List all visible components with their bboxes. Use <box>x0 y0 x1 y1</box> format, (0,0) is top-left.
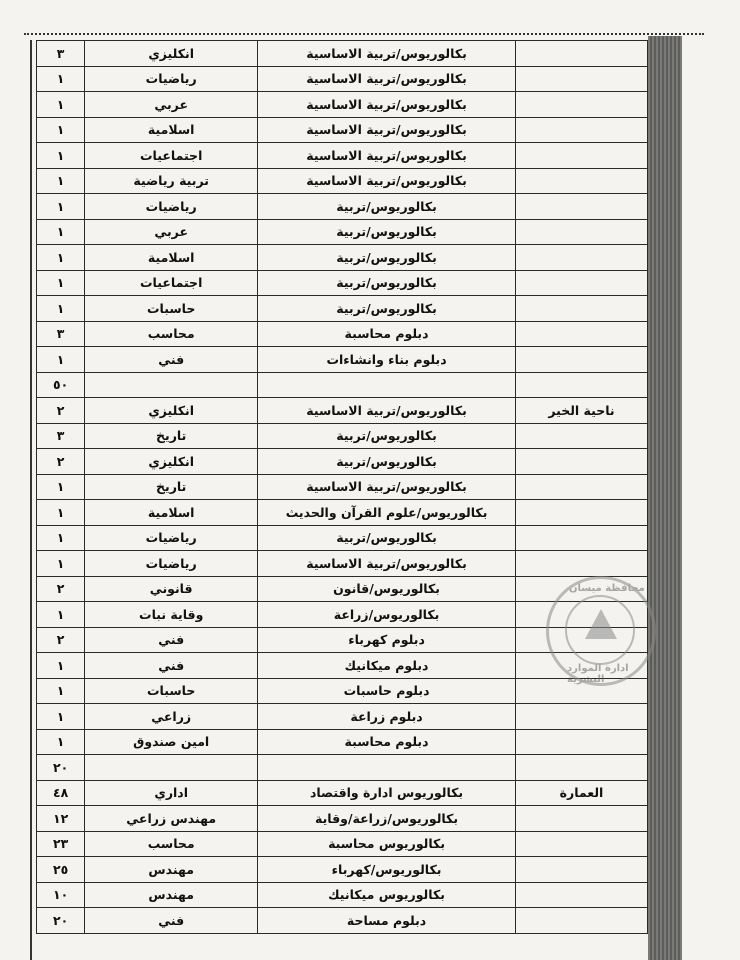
count-cell: ١ <box>37 296 85 322</box>
table-row <box>37 245 648 271</box>
table-row <box>37 500 648 526</box>
specialty-cell: تاريخ <box>85 474 258 500</box>
qualification-cell: بكالوريوس/تربية الاساسية <box>258 168 516 194</box>
count-cell: ١ <box>37 168 85 194</box>
qualification-cell: بكالوريوس/زراعة/وقاية <box>258 806 516 832</box>
area-cell <box>515 908 647 934</box>
specialty-cell: فني <box>85 347 258 373</box>
specialty-cell: مهندس <box>85 857 258 883</box>
count-cell: ٣ <box>37 423 85 449</box>
area-cell <box>515 41 647 67</box>
specialty-cell: محاسب <box>85 321 258 347</box>
specialty-cell: فني <box>85 908 258 934</box>
area-cell <box>515 857 647 883</box>
area-cell <box>515 194 647 220</box>
table-row <box>37 423 648 449</box>
qualification-cell: دبلوم مساحة <box>258 908 516 934</box>
specialty-cell: حاسبات <box>85 678 258 704</box>
area-cell <box>515 117 647 143</box>
count-cell: ١ <box>37 551 85 577</box>
qualification-cell: بكالوريوس/علوم القرآن والحديث <box>258 500 516 526</box>
table-row <box>37 372 648 398</box>
specialty-cell: اداري <box>85 780 258 806</box>
official-stamp <box>546 576 656 686</box>
specialty-cell: اجتماعيات <box>85 143 258 169</box>
specialty-cell: مهندس زراعي <box>85 806 258 832</box>
specialty-cell: زراعي <box>85 704 258 730</box>
count-cell: ٢ <box>37 576 85 602</box>
qualification-cell: بكالوريوس/تربية <box>258 296 516 322</box>
area-cell <box>515 882 647 908</box>
area-cell <box>515 296 647 322</box>
qualification-cell: دبلوم زراعة <box>258 704 516 730</box>
count-cell: ١ <box>37 704 85 730</box>
table-row <box>37 525 648 551</box>
count-cell: ٢ <box>37 449 85 475</box>
count-cell: ١ <box>37 270 85 296</box>
qualification-cell: بكالوريوس/كهرباء <box>258 857 516 883</box>
area-cell <box>515 143 647 169</box>
table-row <box>37 449 648 475</box>
specialty-cell: فني <box>85 627 258 653</box>
qualification-cell: بكالوريوس/تربية الاساسية <box>258 66 516 92</box>
qualification-cell: بكالوريوس/زراعة <box>258 602 516 628</box>
qualification-cell: بكالوريوس/تربية <box>258 449 516 475</box>
area-cell <box>515 321 647 347</box>
qualification-cell: دبلوم كهرباء <box>258 627 516 653</box>
qualification-cell: بكالوريوس/تربية <box>258 270 516 296</box>
table-row <box>37 41 648 67</box>
specialty-cell: وقاية نبات <box>85 602 258 628</box>
area-cell <box>515 372 647 398</box>
specialty-cell: محاسب <box>85 831 258 857</box>
specialty-cell: فني <box>85 653 258 679</box>
area-cell <box>515 423 647 449</box>
table-row <box>37 398 648 424</box>
specialty-cell: انكليزي <box>85 41 258 67</box>
area-cell <box>515 219 647 245</box>
area-cell <box>515 831 647 857</box>
specialty-cell: اسلامية <box>85 245 258 271</box>
qualification-cell: بكالوريوس/تربية الاساسية <box>258 398 516 424</box>
specialty-cell: مهندس <box>85 882 258 908</box>
qualification-cell <box>258 755 516 781</box>
count-cell: ٥٠ <box>37 372 85 398</box>
specialty-cell: اجتماعيات <box>85 270 258 296</box>
count-cell: ٢٠ <box>37 908 85 934</box>
qualification-cell: دبلوم بناء وانشاءات <box>258 347 516 373</box>
qualification-cell: بكالوريوس/تربية الاساسية <box>258 117 516 143</box>
table-row <box>37 857 648 883</box>
count-cell: ١ <box>37 194 85 220</box>
table-row <box>37 92 648 118</box>
table-row <box>37 194 648 220</box>
stamp-text-top: محافظة ميسان <box>569 583 645 594</box>
area-cell <box>515 551 647 577</box>
qualification-cell: بكالوريوس/تربية <box>258 219 516 245</box>
qualification-cell: دبلوم محاسبة <box>258 321 516 347</box>
table-row <box>37 882 648 908</box>
qualification-cell: دبلوم محاسبة <box>258 729 516 755</box>
qualification-cell <box>258 372 516 398</box>
table-row <box>37 168 648 194</box>
specialty-cell: عربي <box>85 92 258 118</box>
top-dotted-line <box>24 33 704 35</box>
table-row <box>37 678 648 704</box>
area-cell <box>515 168 647 194</box>
specialty-cell: تربية رياضية <box>85 168 258 194</box>
table-row <box>37 806 648 832</box>
table-row <box>37 780 648 806</box>
area-cell <box>515 729 647 755</box>
qualification-cell: بكالوريوس محاسبة <box>258 831 516 857</box>
count-cell: ١ <box>37 653 85 679</box>
count-cell: ٣ <box>37 41 85 67</box>
table-row <box>37 296 648 322</box>
count-cell: ١ <box>37 347 85 373</box>
count-cell: ١ <box>37 66 85 92</box>
table-row <box>37 143 648 169</box>
count-cell: ٤٨ <box>37 780 85 806</box>
qualification-cell: بكالوريوس/تربية الاساسية <box>258 551 516 577</box>
count-cell: ١ <box>37 219 85 245</box>
table-row <box>37 347 648 373</box>
specialty-cell <box>85 372 258 398</box>
count-cell: ٢ <box>37 398 85 424</box>
count-cell: ٣ <box>37 321 85 347</box>
specialty-cell: رياضيات <box>85 66 258 92</box>
count-cell: ١٢ <box>37 806 85 832</box>
count-cell: ١ <box>37 729 85 755</box>
count-cell: ٢٣ <box>37 831 85 857</box>
qualification-cell: دبلوم ميكانيك <box>258 653 516 679</box>
area-cell <box>515 347 647 373</box>
count-cell: ٢ <box>37 627 85 653</box>
stamp-text-bottom: ادارة الموارد البشرية <box>567 663 629 685</box>
qualification-cell: بكالوريوس/تربية <box>258 194 516 220</box>
table-row <box>37 117 648 143</box>
area-cell <box>515 449 647 475</box>
area-cell: العمارة <box>515 780 647 806</box>
area-cell <box>515 525 647 551</box>
count-cell: ١ <box>37 474 85 500</box>
stamp-emblem-icon <box>585 609 617 639</box>
table-row <box>37 551 648 577</box>
area-cell <box>515 270 647 296</box>
table-row <box>37 321 648 347</box>
qualification-cell: بكالوريوس/قانون <box>258 576 516 602</box>
qualification-cell: بكالوريوس/تربية <box>258 245 516 271</box>
count-cell: ٢٠ <box>37 755 85 781</box>
qualification-cell: دبلوم حاسبات <box>258 678 516 704</box>
qualification-cell: بكالوريوس/تربية الاساسية <box>258 41 516 67</box>
specialty-cell: قانوني <box>85 576 258 602</box>
specialty-cell: امين صندوق <box>85 729 258 755</box>
qualification-cell: بكالوريوس ادارة واقتصاد <box>258 780 516 806</box>
area-cell <box>515 245 647 271</box>
table-row <box>37 908 648 934</box>
scan-shadow-strip <box>648 36 682 960</box>
count-cell: ١ <box>37 143 85 169</box>
count-cell: ١٠ <box>37 882 85 908</box>
specialty-cell: رياضيات <box>85 525 258 551</box>
area-cell <box>515 704 647 730</box>
count-cell: ١ <box>37 602 85 628</box>
table-row <box>37 66 648 92</box>
specialty-cell: تاريخ <box>85 423 258 449</box>
table-row <box>37 831 648 857</box>
count-cell: ١ <box>37 92 85 118</box>
vacancies-table <box>36 40 648 934</box>
qualification-cell: بكالوريوس/تربية <box>258 423 516 449</box>
qualification-cell: بكالوريوس ميكانيك <box>258 882 516 908</box>
area-cell <box>515 755 647 781</box>
area-cell <box>515 806 647 832</box>
table-row <box>37 729 648 755</box>
left-border-line <box>30 40 32 960</box>
count-cell: ١ <box>37 117 85 143</box>
count-cell: ١ <box>37 245 85 271</box>
area-cell <box>515 500 647 526</box>
table-row <box>37 219 648 245</box>
specialty-cell: انكليزي <box>85 398 258 424</box>
qualification-cell: بكالوريوس/تربية <box>258 525 516 551</box>
specialty-cell: حاسبات <box>85 296 258 322</box>
area-cell <box>515 66 647 92</box>
specialty-cell <box>85 755 258 781</box>
count-cell: ١ <box>37 500 85 526</box>
area-cell: ناحية الخير <box>515 398 647 424</box>
area-cell <box>515 92 647 118</box>
table-row <box>37 474 648 500</box>
count-cell: ٢٥ <box>37 857 85 883</box>
qualification-cell: بكالوريوس/تربية الاساسية <box>258 143 516 169</box>
specialty-cell: انكليزي <box>85 449 258 475</box>
qualification-cell: بكالوريوس/تربية الاساسية <box>258 92 516 118</box>
table-row <box>37 755 648 781</box>
specialty-cell: اسلامية <box>85 117 258 143</box>
qualification-cell: بكالوريوس/تربية الاساسية <box>258 474 516 500</box>
specialty-cell: عربي <box>85 219 258 245</box>
specialty-cell: رياضيات <box>85 551 258 577</box>
specialty-cell: رياضيات <box>85 194 258 220</box>
table-row <box>37 704 648 730</box>
specialty-cell: اسلامية <box>85 500 258 526</box>
count-cell: ١ <box>37 678 85 704</box>
count-cell: ١ <box>37 525 85 551</box>
area-cell <box>515 474 647 500</box>
table-row <box>37 270 648 296</box>
